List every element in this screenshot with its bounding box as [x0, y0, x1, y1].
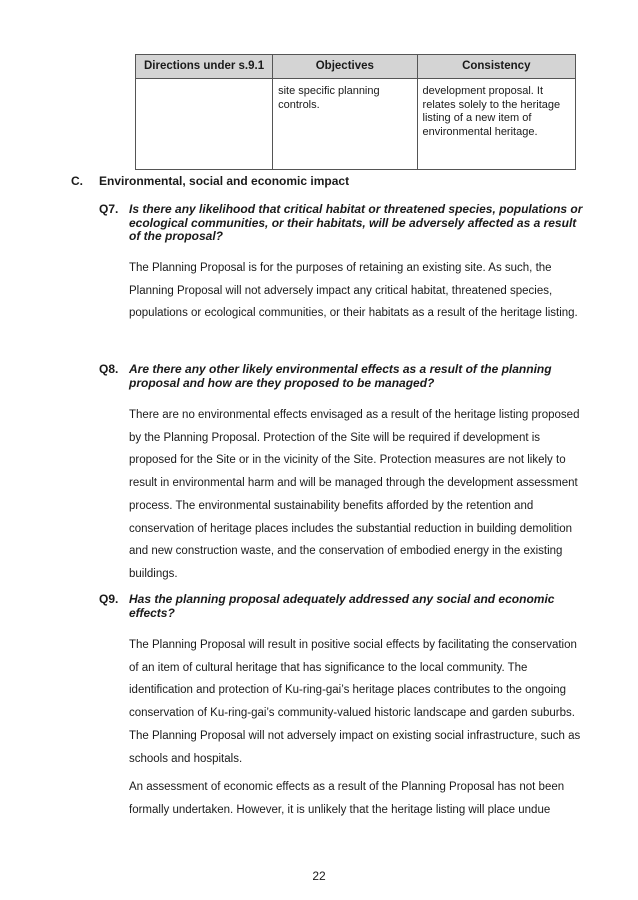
question-text: Are there any other likely environmental effects as a result of the planning proposal and how are they proposed to be managed? [129, 362, 552, 390]
question-q7 [99, 203, 589, 244]
column-header-objectives: Objectives [273, 55, 417, 79]
question-text: Is there any likelihood that critical habitat or threatened species, populations or ecological communities, or their habitats, will be adversely affected as a result of the proposal? [129, 202, 583, 243]
answer-q8: There are no environmental effects envisaged as a result of the heritage listing proposed by the Planning Proposal. Protection of the Site will be required if development is proposed for the Site or in the vicinity of the Site. Protection measures are not likely to result in environmental harm and will be managed through the development assessment process. The environmental sustainability benefits afforded by the retention and conservation of heritage places includes the substantial reduction in building demolition and new construction waste, and the conservation of embodied energy in the existing buildings. [129, 409, 580, 580]
question-number: Q7. [99, 202, 119, 216]
consistency-table [135, 54, 576, 170]
question-q8 [99, 363, 589, 390]
question-q9 [99, 593, 589, 620]
answer-q9-paragraph-1: The Planning Proposal will result in positive social effects by facilitating the conservation of an item of cultural heritage that has significance to the local community. The identification and protection of Ku-ring-gai’s heritage places contributes to the ongoing conservation of Ku-ring-gai’s community-valued historic landscape and garden suburbs. The Planning Proposal will not adversely impact on existing social infrastructure, such as schools and hospitals. [129, 639, 581, 765]
table-header-row [136, 55, 576, 79]
question-number: Q8. [99, 362, 119, 376]
section-title: Environmental, social and economic impact [99, 174, 350, 188]
answer-q7: The Planning Proposal is for the purposes of retaining an existing site. As such, the Planning Proposal will not adversely impact any critical habitat, threatened species, populations or ecological communities, or their habitats as a result of the heritage listing. [129, 262, 578, 320]
section-letter: C. [71, 174, 83, 188]
column-header-directions: Directions under s.9.1 [136, 55, 273, 79]
question-text: Has the planning proposal adequately addressed any social and economic effects? [129, 592, 555, 620]
cell-consistency: development proposal. It relates solely to the heritage listing of a new item of environmental heritage. [417, 79, 575, 170]
cell-objectives: site specific planning controls. [273, 79, 417, 170]
answer-q9-paragraph-2: An assessment of economic effects as a result of the Planning Proposal has not been formally undertaken. However, it is unlikely that the heritage listing will place undue [129, 781, 565, 816]
table-row [136, 79, 576, 170]
page-number: 22 [312, 869, 326, 883]
column-header-consistency: Consistency [417, 55, 575, 79]
question-number: Q9. [99, 592, 119, 606]
cell-directions [136, 79, 273, 170]
